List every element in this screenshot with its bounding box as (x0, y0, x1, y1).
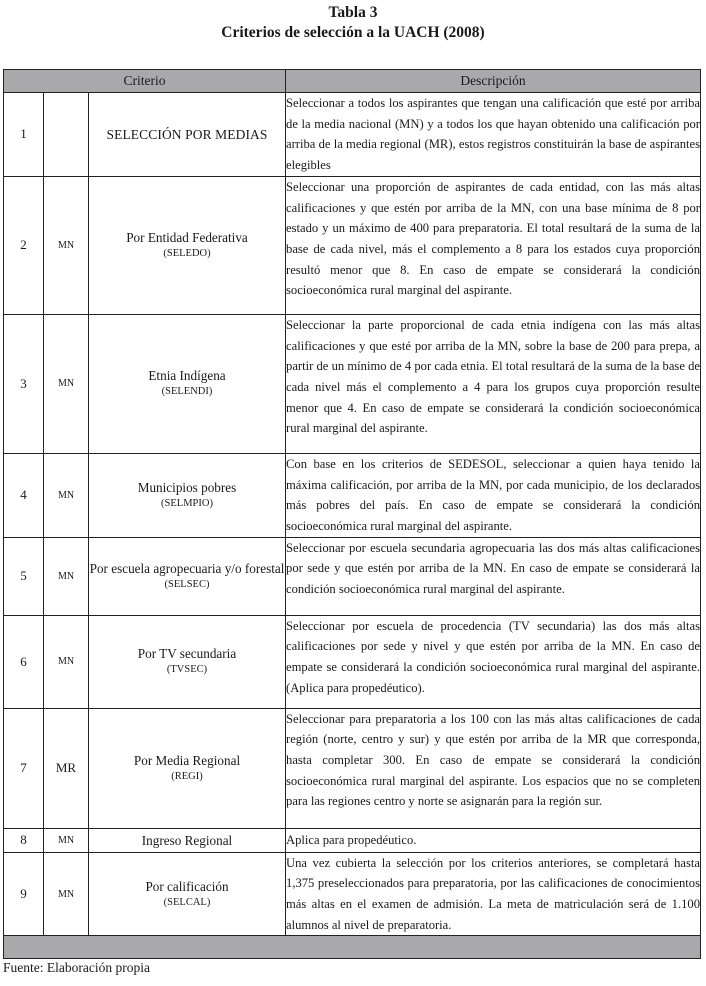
criterion-name: Ingreso Regional (141, 832, 233, 848)
row-description: Con base en los criterios de SEDESOL, seleccionar a quien haya tenido la máxima calificación, por arriba de la MN, por cada municipio, de los declarados más pobres del país. En caso de empate se considerará la condición socioeconómica rural marginal del aspirante. (286, 453, 701, 537)
row-number: 6 (4, 615, 44, 708)
criterion-name: Por Entidad Federativa (126, 229, 248, 245)
row-description: Aplica para propedéutico. (286, 828, 701, 852)
criterion-name: Municipios pobres (137, 479, 237, 495)
table-row (4, 537, 701, 615)
criterion-name: Etnia Indígena (148, 368, 226, 384)
row-number: 5 (4, 537, 44, 615)
header-row (4, 70, 701, 93)
row-description: Seleccionar por escuela secundaria agropecuaria las dos más altas calificaciones por sede y que estén por arriba de la MN. En caso de empate se considerará la condición socioeconómica rural marginal del aspirante. (286, 537, 701, 615)
criterion-name: Por Media Regional (133, 752, 241, 768)
row-criterion (89, 314, 286, 453)
row-number: 8 (4, 828, 44, 852)
row-number: 7 (4, 708, 44, 828)
row-number: 4 (4, 453, 44, 537)
row-description: Seleccionar por escuela de procedencia (TV secundaria) las dos más altas calificaciones por sede y nivel y que estén por arriba de la MN. En caso de empate se considerará la condición socioeconómica rural marginal del aspirante. (Aplica para propedéutico). (286, 615, 701, 708)
table-row (4, 314, 701, 453)
criterion-code: (SELENDI) (161, 386, 213, 398)
row-criterion (89, 176, 286, 314)
table-row (4, 93, 701, 177)
source-note: Fuente: Elaboración propia (3, 960, 150, 975)
criterion-code: (SELMPIO) (161, 497, 213, 509)
table-number: Tabla 3 (328, 4, 378, 21)
row-number: 2 (4, 176, 44, 314)
row-criterion (89, 708, 286, 828)
table-caption (0, 3, 706, 43)
row-description: Seleccionar a todos los aspirantes que tengan una calificación que esté por arriba de la media nacional (MN) y a todos los que hayan obtenido una calificación por arriba de la media regional (MR), estos registros constituirán la base de aspirantes elegibles (286, 93, 701, 177)
row-criterion (89, 93, 286, 177)
row-number: 9 (4, 852, 44, 936)
criterion-name: Por escuela agropecuaria y/o forestal (89, 560, 285, 576)
header-criterio: Criterio (4, 70, 286, 93)
row-reference: MN (44, 828, 89, 852)
criterion-name: SELECCIÓN POR MEDIAS (106, 126, 268, 142)
criterion-code: (SELEDO) (163, 247, 211, 259)
criterion-code: (SELSEC) (164, 578, 210, 590)
row-number: 1 (4, 93, 44, 177)
row-criterion (89, 852, 286, 936)
row-description: Una vez cubierta la selección por los criterios anteriores, se completará hasta 1,375 preseleccionados para preparatoria, por las calificaciones de conocimientos más altas en el examen de admisión. La meta de matriculación será de 1.100 alumnos al nivel de preparatoria. (286, 852, 701, 936)
criterion-code: (TVSEC) (166, 664, 208, 676)
row-reference: MN (44, 537, 89, 615)
row-reference: MN (44, 176, 89, 314)
row-criterion (89, 537, 286, 615)
row-reference: MN (44, 453, 89, 537)
row-criterion (89, 453, 286, 537)
row-criterion (89, 615, 286, 708)
table-row (4, 176, 701, 314)
table-title: Criterios de selección a la UACH (2008) (221, 24, 485, 41)
footer-row (4, 936, 701, 959)
criterion-name: Por calificación (145, 878, 229, 894)
row-description: Seleccionar la parte proporcional de cada etnia indígena con las más altas calificaciones y que esté por arriba de la MN, sobre la base de 200 para prepa, a partir de un mínimo de 4 por cada etnia. El total resultará de la suma de la base de cada nivel más el complemento a 4 para los grupos cuya proporción resulte menor que 4. En caso de empate se considerará la condición socioeconómica rural marginal del aspirante. (286, 314, 701, 453)
row-reference: MN (44, 314, 89, 453)
row-number: 3 (4, 314, 44, 453)
row-reference: MN (44, 852, 89, 936)
row-description: Seleccionar para preparatoria a los 100 con las más altas calificaciones de cada región (norte, centro y sur) y que estén por arriba de la MR que corresponda, hasta completar 300. En caso de empate se considerará la condición socioeconómica rural marginal del aspirante. Los espacios que no se completen para las regiones centro y norte se asignarán para la región sur. (286, 708, 701, 828)
table-row (4, 828, 701, 852)
row-criterion (89, 828, 286, 852)
criterion-name: Por TV secundaria (137, 646, 237, 662)
header-descripcion: Descripción (286, 70, 701, 93)
row-reference: MR (44, 708, 89, 828)
table-row (4, 453, 701, 537)
table-row (4, 615, 701, 708)
criterion-code: (REGI) (171, 770, 203, 782)
table-row (4, 852, 701, 936)
footer-band (4, 936, 701, 959)
criterion-code: (SELCAL) (163, 896, 211, 908)
table-row (4, 708, 701, 828)
row-reference: MN (44, 615, 89, 708)
row-reference (44, 93, 89, 177)
criteria-table (3, 69, 701, 959)
row-description: Seleccionar una proporción de aspirantes de cada entidad, con las más altas calificaciones y que estén por arriba de la MN, con una base mínima de 8 por estado y un máximo de 400 para preparatoria. El total resultará de la suma de la base de cada nivel, más el complemento a 8 para los estados cuya proporción resultó menor que 8. En caso de empate se considerará la condición socioeconómica rural marginal del aspirante. (286, 176, 701, 314)
